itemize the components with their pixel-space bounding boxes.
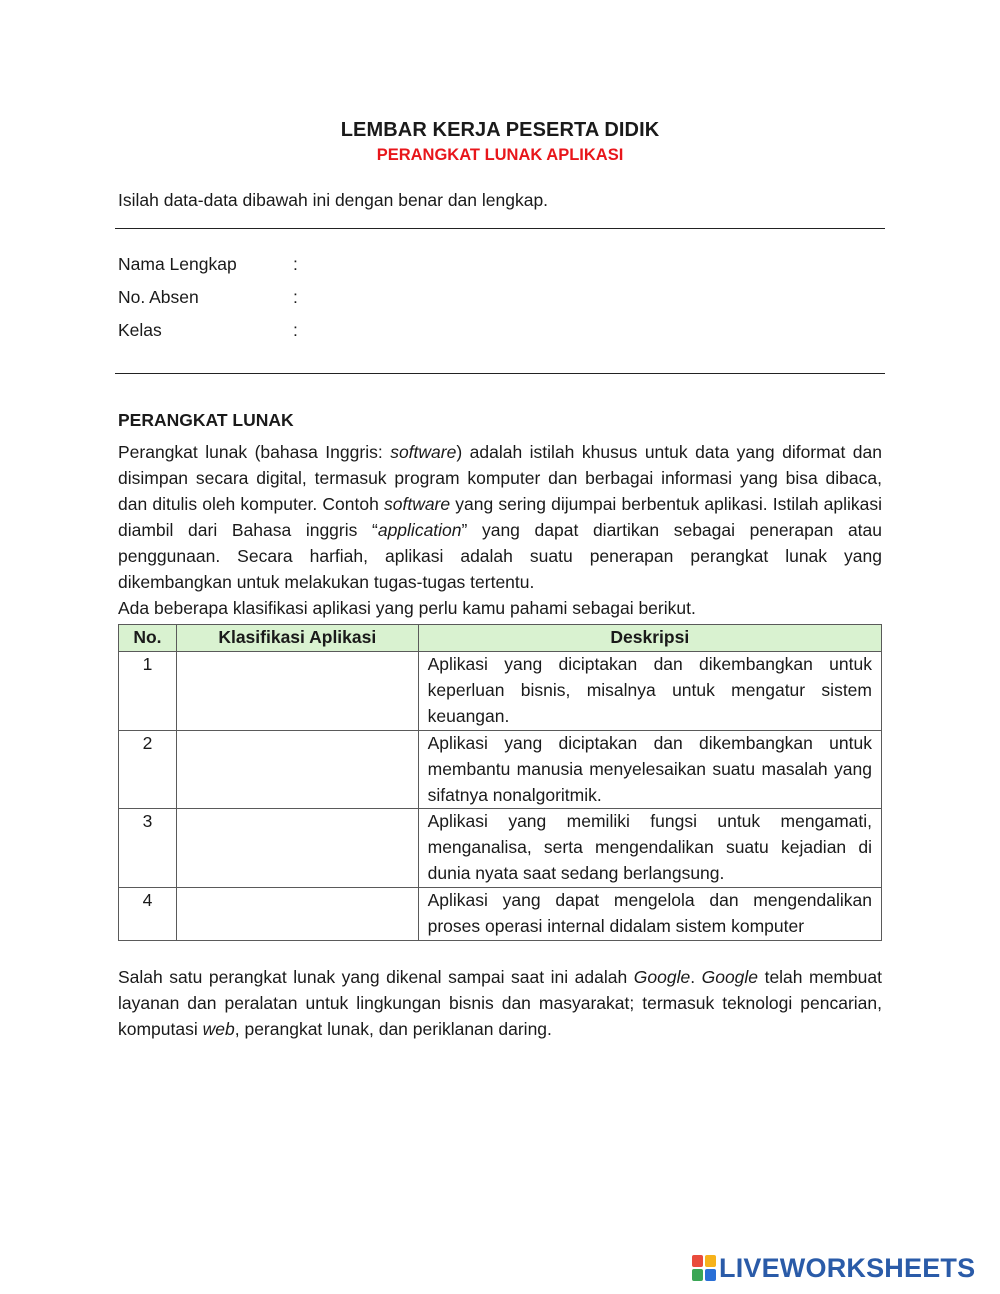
row-no: 1 xyxy=(119,652,177,731)
field-colon-nama: : xyxy=(293,254,298,274)
field-colon-absen: : xyxy=(293,287,298,307)
mark-square xyxy=(692,1255,703,1267)
bottom-divider xyxy=(115,373,885,374)
field-label-absen: No. Absen xyxy=(118,287,199,307)
klasifikasi-answer-cell[interactable] xyxy=(176,652,418,731)
intro-paragraph-2: Ada beberapa klasifikasi aplikasi yang perlu kamu pahami sebagai berikut. xyxy=(118,598,696,618)
table-row xyxy=(119,888,882,941)
classification-table xyxy=(118,624,882,941)
page-subtitle: PERANGKAT LUNAK APLIKASI xyxy=(376,146,624,164)
table-row xyxy=(119,809,882,888)
klasifikasi-answer-cell[interactable] xyxy=(176,888,418,941)
intro-paragraph: Perangkat lunak (bahasa Inggris: software) adalah istilah khusus untuk data yang diformat dan disimpan secara digital, termasuk program komputer dan berbagai informasi yang bisa dibaca, dan ditulis oleh komputer. Contoh software yang sering dijumpai berbentuk aplikasi. Istilah aplikasi diambil dari Bahasa inggris “application” yang dapat diartikan sebagai penerapan atau penggunaan. Secara harfiah, aplikasi adalah suatu penerapan perangkat lunak yang dikembangkan untuk melakukan tugas-tugas tertentu. xyxy=(118,442,882,592)
closing-paragraph: Salah satu perangkat lunak yang dikenal sampai saat ini adalah Google. Google telah membuat layanan dan peralatan untuk lingkungan bisnis dan masyarakat; termasuk teknologi pencarian, komputasi web, perangkat lunak, dan periklanan daring. xyxy=(118,967,883,1039)
mark-square xyxy=(705,1255,716,1267)
klasifikasi-answer-cell[interactable] xyxy=(176,809,418,888)
section-title: PERANGKAT LUNAK xyxy=(118,410,294,430)
field-label-nama: Nama Lengkap xyxy=(118,254,237,274)
row-description: Aplikasi yang diciptakan dan dikembangkan untuk keperluan bisnis, misalnya untuk mengatur sistem keuangan. xyxy=(418,652,881,731)
mark-square xyxy=(705,1269,716,1281)
field-label-kelas: Kelas xyxy=(118,320,162,340)
table-header-row xyxy=(119,625,882,652)
logo-text: LIVEWORKSHEETS xyxy=(719,1252,976,1283)
row-no: 3 xyxy=(119,809,177,888)
liveworksheets-logo[interactable] xyxy=(692,1253,975,1283)
header-deskripsi: Deskripsi xyxy=(418,625,881,652)
row-no: 2 xyxy=(119,730,177,809)
row-no: 4 xyxy=(119,888,177,941)
instruction-text: Isilah data-data dibawah ini dengan benar dan lengkap. xyxy=(118,190,549,210)
table-row xyxy=(119,652,882,731)
header-no: No. xyxy=(119,625,177,652)
klasifikasi-answer-cell[interactable] xyxy=(176,730,418,809)
mark-square xyxy=(692,1269,703,1281)
row-description: Aplikasi yang memiliki fungsi untuk mengamati, menganalisa, serta mengendalikan suatu kejadian di dunia nyata saat sedang berlangsung. xyxy=(418,809,881,888)
row-description: Aplikasi yang diciptakan dan dikembangkan untuk membantu manusia menyelesaikan suatu masalah yang sifatnya nonalgoritmik. xyxy=(418,730,881,809)
table-row xyxy=(119,730,882,809)
field-colon-kelas: : xyxy=(293,320,298,340)
liveworksheets-mark-icon xyxy=(692,1255,716,1281)
header-klasifikasi: Klasifikasi Aplikasi xyxy=(176,625,418,652)
top-divider xyxy=(115,228,885,229)
row-description: Aplikasi yang dapat mengelola dan mengendalikan proses operasi internal didalam sistem komputer xyxy=(418,888,881,941)
page-title: LEMBAR KERJA PESERTA DIDIK xyxy=(340,119,660,141)
